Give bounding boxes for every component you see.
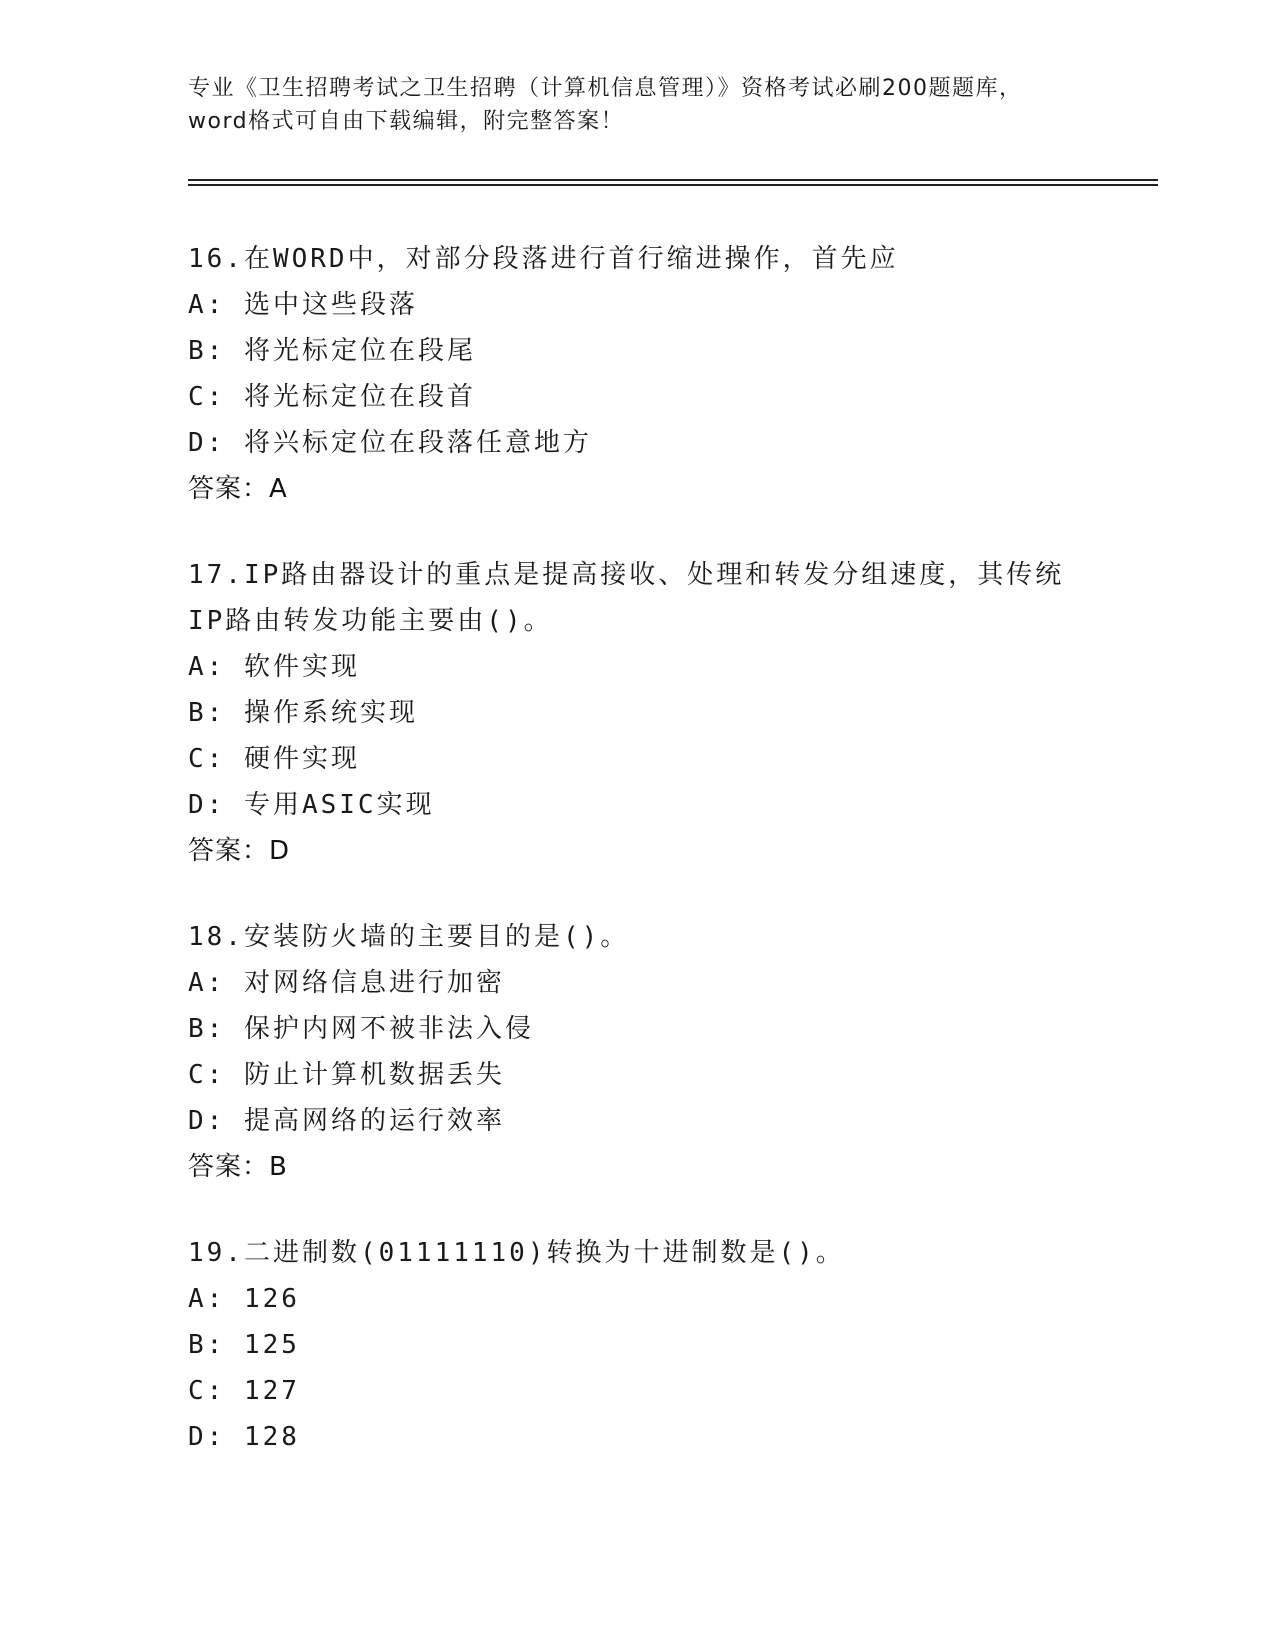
option-a: A: 对网络信息进行加密: [188, 968, 505, 998]
header-line-1: 专业《卫生招聘考试之卫生招聘（计算机信息管理）》资格考试必刷200题题库，: [188, 76, 1023, 101]
option-d: D: 提高网络的运行效率: [188, 1106, 505, 1136]
document-header: [188, 72, 1088, 138]
question-18: [188, 914, 1188, 1190]
option-a: A: 选中这些段落: [188, 290, 418, 320]
answer-text: 答案：B: [188, 1152, 288, 1182]
question-stem: 16.在WORD中，对部分段落进行首行缩进操作，首先应: [188, 244, 899, 274]
question-17: [188, 552, 1188, 874]
answer-text: 答案：A: [188, 474, 288, 504]
option-c: C: 将光标定位在段首: [188, 382, 476, 412]
option-b: B: 操作系统实现: [188, 698, 418, 728]
option-d: D: 将兴标定位在段落任意地方: [188, 428, 592, 458]
option-a: A: 软件实现: [188, 652, 360, 682]
option-c: C: 127: [188, 1376, 300, 1406]
header-divider-bottom: [188, 184, 1158, 186]
header-line-2: word格式可自由下载编辑，附完整答案！: [188, 109, 625, 134]
question-19: [188, 1230, 1188, 1460]
question-stem-continued: IP路由转发功能主要由()。: [188, 606, 553, 636]
option-c: C: 防止计算机数据丢失: [188, 1060, 505, 1090]
option-d: D: 专用ASIC实现: [188, 790, 435, 820]
option-a: A: 126: [188, 1284, 300, 1314]
option-b: B: 将光标定位在段尾: [188, 336, 476, 366]
option-d: D: 128: [188, 1422, 300, 1452]
question-list: [188, 236, 1188, 1500]
header-divider-top: [188, 179, 1158, 181]
question-stem: 18.安装防火墙的主要目的是()。: [188, 922, 630, 952]
option-b: B: 保护内网不被非法入侵: [188, 1014, 534, 1044]
option-b: B: 125: [188, 1330, 300, 1360]
option-c: C: 硬件实现: [188, 744, 360, 774]
question-16: [188, 236, 1188, 512]
question-stem: 17.IP路由器设计的重点是提高接收、处理和转发分组速度，其传统: [188, 560, 1065, 590]
answer-text: 答案：D: [188, 836, 291, 866]
question-stem: 19.二进制数(01111110)转换为十进制数是()。: [188, 1238, 845, 1268]
